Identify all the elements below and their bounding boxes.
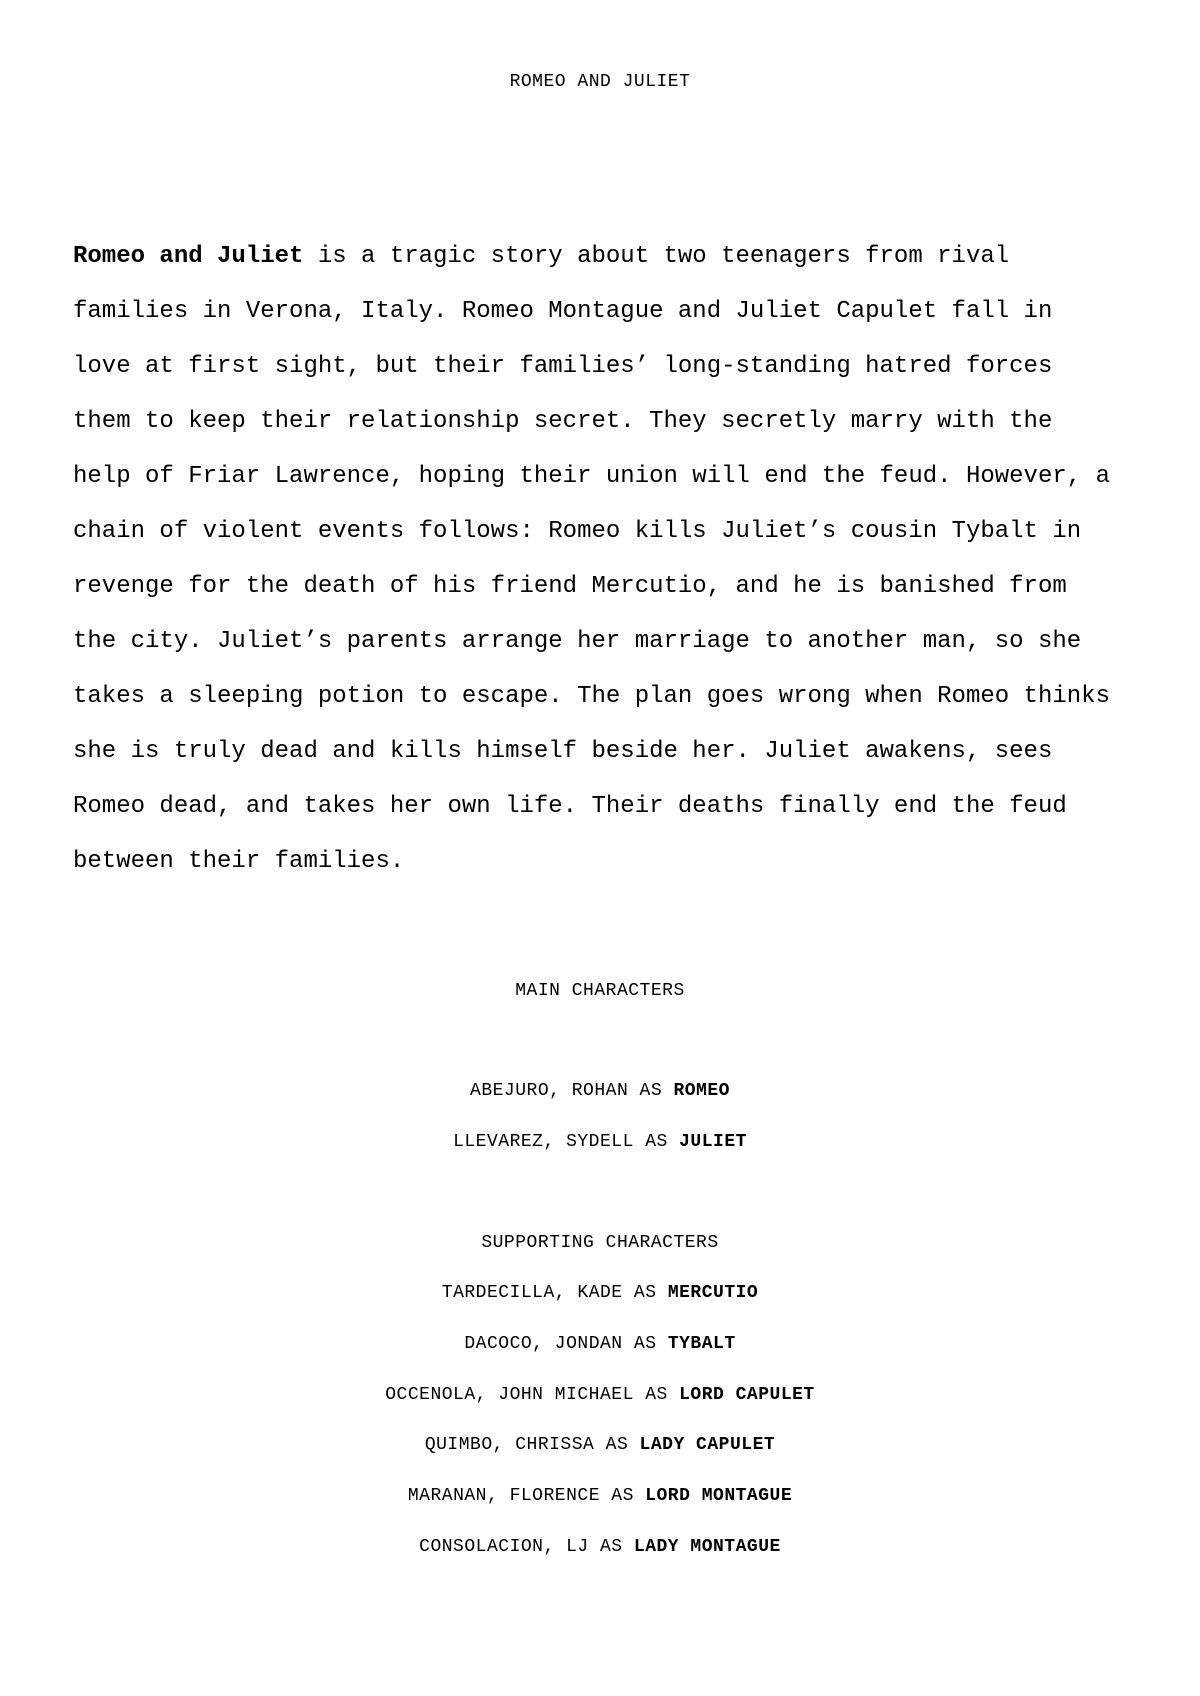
- cast-actor: QUIMBO, CHRISSA AS: [424, 1435, 640, 1455]
- cast-entry: [0, 1385, 1200, 1405]
- cast-actor: DACOCO, JONDAN AS: [464, 1334, 668, 1354]
- cast-role: LADY MONTAGUE: [633, 1537, 781, 1557]
- cast-actor: MARANAN, FLORENCE AS: [407, 1486, 646, 1506]
- cast-entry: [0, 1081, 1200, 1101]
- cast-role: ROMEO: [673, 1081, 730, 1101]
- cast-entry: [0, 1486, 1200, 1506]
- cast-actor: OCCENOLA, JOHN MICHAEL AS: [385, 1385, 680, 1405]
- synopsis-line: she is truly dead and kills himself beside her. Juliet awakens, sees: [73, 738, 1053, 765]
- synopsis-line: [73, 229, 1153, 284]
- synopsis-line: Romeo dead, and takes her own life. Their deaths finally end the feud: [73, 793, 1067, 820]
- cast-actor: LLEVAREZ, SYDELL AS: [453, 1132, 680, 1152]
- synopsis-line: love at first sight, but their families’ long-standing hatred forces: [73, 353, 1053, 380]
- synopsis-line: help of Friar Lawrence, hoping their union will end the feud. However, a: [73, 463, 1110, 490]
- cast-actor: CONSOLACION, LJ AS: [419, 1537, 634, 1557]
- cast-entry: [0, 1435, 1200, 1455]
- cast-role: TYBALT: [667, 1334, 736, 1354]
- synopsis-line: families in Verona, Italy. Romeo Montague and Juliet Capulet fall in: [73, 298, 1053, 325]
- synopsis-line: them to keep their relationship secret. They secretly marry with the: [73, 408, 1053, 435]
- cast-role: LORD CAPULET: [679, 1385, 815, 1405]
- cast-role: MERCUTIO: [667, 1283, 759, 1303]
- synopsis-paragraph: [73, 229, 1153, 889]
- synopsis-line: revenge for the death of his friend Mercutio, and he is banished from: [73, 573, 1067, 600]
- cast-actor: TARDECILLA, KADE AS: [441, 1283, 668, 1303]
- synopsis-line: between their families.: [73, 848, 405, 875]
- cast-entry: [0, 1283, 1200, 1303]
- cast-entry: [0, 1537, 1200, 1557]
- synopsis-line: takes a sleeping potion to escape. The plan goes wrong when Romeo thinks: [73, 683, 1110, 710]
- cast-entry: [0, 1334, 1200, 1354]
- main-characters-heading: MAIN CHARACTERS: [515, 981, 685, 1001]
- cast-role: LADY CAPULET: [639, 1435, 776, 1455]
- synopsis-bold-lead: Romeo and Juliet: [73, 243, 304, 270]
- supporting-characters-heading: SUPPORTING CHARACTERS: [481, 1233, 719, 1253]
- synopsis-line-text: is a tragic story about two teenagers from rival: [303, 243, 1010, 270]
- document-title: ROMEO AND JULIET: [509, 72, 691, 92]
- cast-entry: [0, 1132, 1200, 1152]
- cast-role: JULIET: [679, 1132, 747, 1152]
- synopsis-line: the city. Juliet’s parents arrange her marriage to another man, so she: [73, 628, 1082, 655]
- synopsis-line: chain of violent events follows: Romeo kills Juliet’s cousin Tybalt in: [73, 518, 1082, 545]
- cast-role: LORD MONTAGUE: [645, 1486, 793, 1506]
- cast-actor: ABEJURO, ROHAN AS: [470, 1081, 674, 1101]
